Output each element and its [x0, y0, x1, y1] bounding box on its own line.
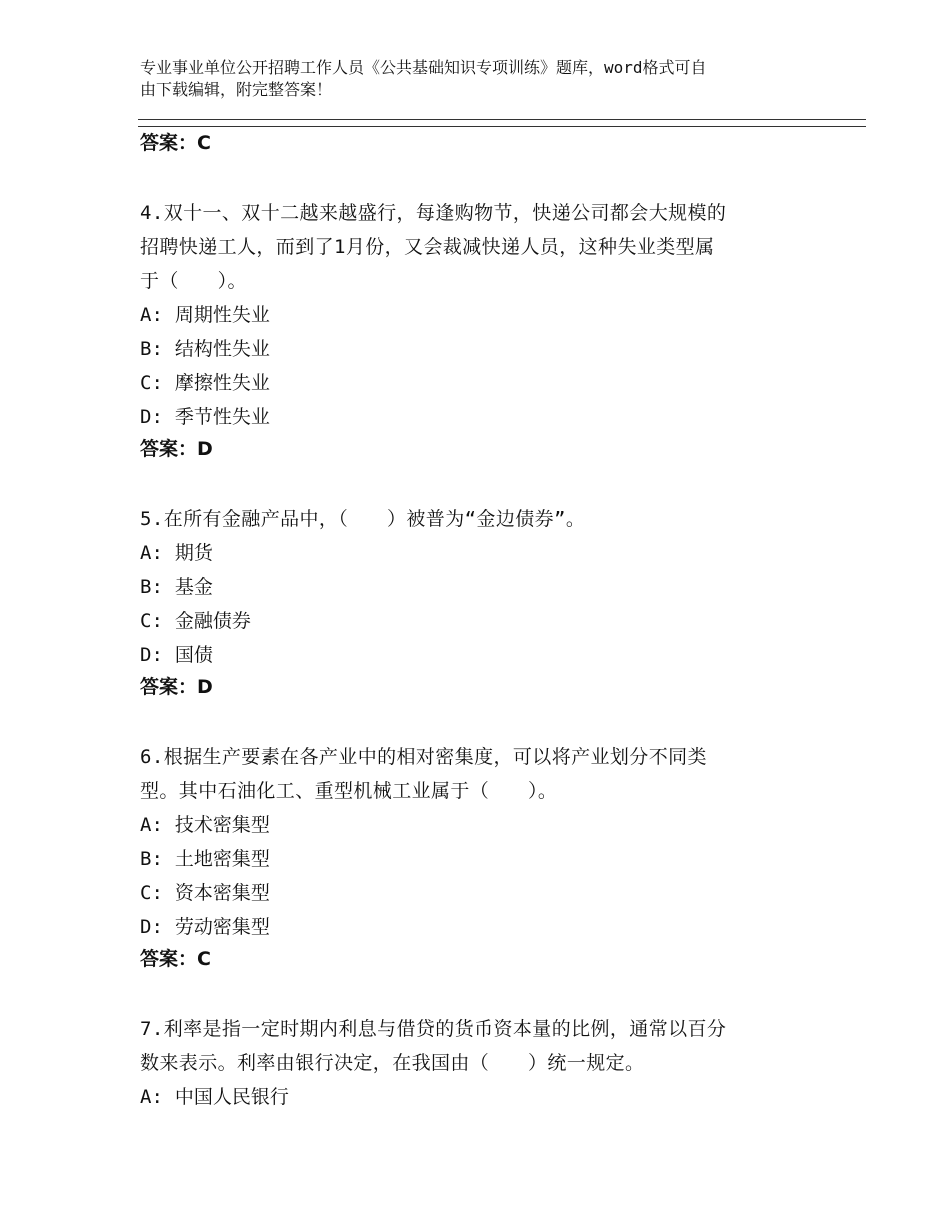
question-line: 型。其中石油化工、重型机械工业属于（ ）。 — [140, 780, 558, 802]
question-7 — [140, 1012, 800, 1114]
option-letter: D: — [140, 916, 163, 938]
option-c — [140, 366, 800, 400]
option-text: 技术密集型 — [174, 814, 270, 836]
question-line: 数来表示。利率由银行决定，在我国由（ ）统一规定。 — [140, 1052, 645, 1074]
option-letter: A: — [140, 542, 163, 564]
question-line: 根据生产要素在各产业中的相对密集度，可以将产业划分不同类 — [163, 746, 707, 768]
answer-value: D — [197, 676, 213, 698]
header-line-1: 专业事业单位公开招聘工作人员《公共基础知识专项训练》题库，word格式可自 — [140, 58, 707, 77]
option-letter: A: — [140, 814, 163, 836]
option-text: 劳动密集型 — [174, 916, 270, 938]
option-b — [140, 842, 800, 876]
question-number: 7. — [140, 1018, 164, 1040]
option-b — [140, 332, 800, 366]
answer-value: D — [197, 438, 213, 460]
option-letter: B: — [140, 848, 163, 870]
question-6 — [140, 740, 800, 974]
question-text — [140, 740, 800, 774]
question-text — [140, 196, 800, 230]
option-d — [140, 400, 800, 434]
answer-line — [140, 944, 800, 974]
header-line-2: 由下载编辑，附完整答案！ — [140, 80, 333, 99]
answer-value: C — [197, 948, 211, 970]
option-text: 结构性失业 — [174, 338, 270, 360]
option-letter: B: — [140, 338, 163, 360]
option-letter: C: — [140, 372, 163, 394]
question-4 — [140, 196, 800, 464]
option-d — [140, 638, 800, 672]
header-divider — [138, 119, 866, 127]
option-a — [140, 1080, 800, 1114]
option-text: 周期性失业 — [174, 304, 270, 326]
answer-line — [140, 128, 800, 158]
option-text: 摩擦性失业 — [174, 372, 270, 394]
question-text — [140, 502, 800, 536]
question-number: 6. — [140, 746, 164, 768]
question-line: 利率是指一定时期内利息与借贷的货币资本量的比例，通常以百分 — [163, 1018, 727, 1040]
option-letter: A: — [140, 304, 163, 326]
answer-line — [140, 672, 800, 702]
question-number: 5. — [140, 508, 164, 530]
option-a — [140, 536, 800, 570]
option-text: 基金 — [174, 576, 213, 598]
answer-label: 答案： — [140, 948, 198, 970]
option-c — [140, 876, 800, 910]
answer-label: 答案： — [140, 132, 198, 154]
question-number: 4. — [140, 202, 164, 224]
option-d — [140, 910, 800, 944]
option-text: 土地密集型 — [174, 848, 270, 870]
option-a — [140, 808, 800, 842]
question-line: 于（ ）。 — [140, 270, 247, 292]
answer-label: 答案： — [140, 438, 198, 460]
option-text: 国债 — [174, 644, 213, 666]
answer-label: 答案： — [140, 676, 198, 698]
option-letter: B: — [140, 576, 163, 598]
question-line: 在所有金融产品中，（ ）被普为“金边债券”。 — [163, 508, 586, 530]
page-header — [140, 57, 820, 101]
option-text: 期货 — [174, 542, 213, 564]
option-a — [140, 298, 800, 332]
option-text: 资本密集型 — [174, 882, 270, 904]
question-line: 双十一、双十二越来越盛行，每逢购物节，快递公司都会大规模的 — [163, 202, 727, 224]
option-letter: D: — [140, 644, 163, 666]
option-c — [140, 604, 800, 638]
option-letter: D: — [140, 406, 163, 428]
question-text — [140, 1012, 800, 1046]
option-text: 金融债券 — [174, 610, 251, 632]
option-letter: C: — [140, 610, 163, 632]
question-5 — [140, 502, 800, 702]
option-letter: C: — [140, 882, 163, 904]
option-b — [140, 570, 800, 604]
question-line: 招聘快递工人，而到了1月份，又会裁减快递人员，这种失业类型属 — [140, 236, 715, 258]
answer-value: C — [197, 132, 211, 154]
answer-line — [140, 434, 800, 464]
question-list — [140, 128, 800, 1114]
option-letter: A: — [140, 1086, 163, 1108]
option-text: 中国人民银行 — [174, 1086, 289, 1108]
option-text: 季节性失业 — [174, 406, 270, 428]
